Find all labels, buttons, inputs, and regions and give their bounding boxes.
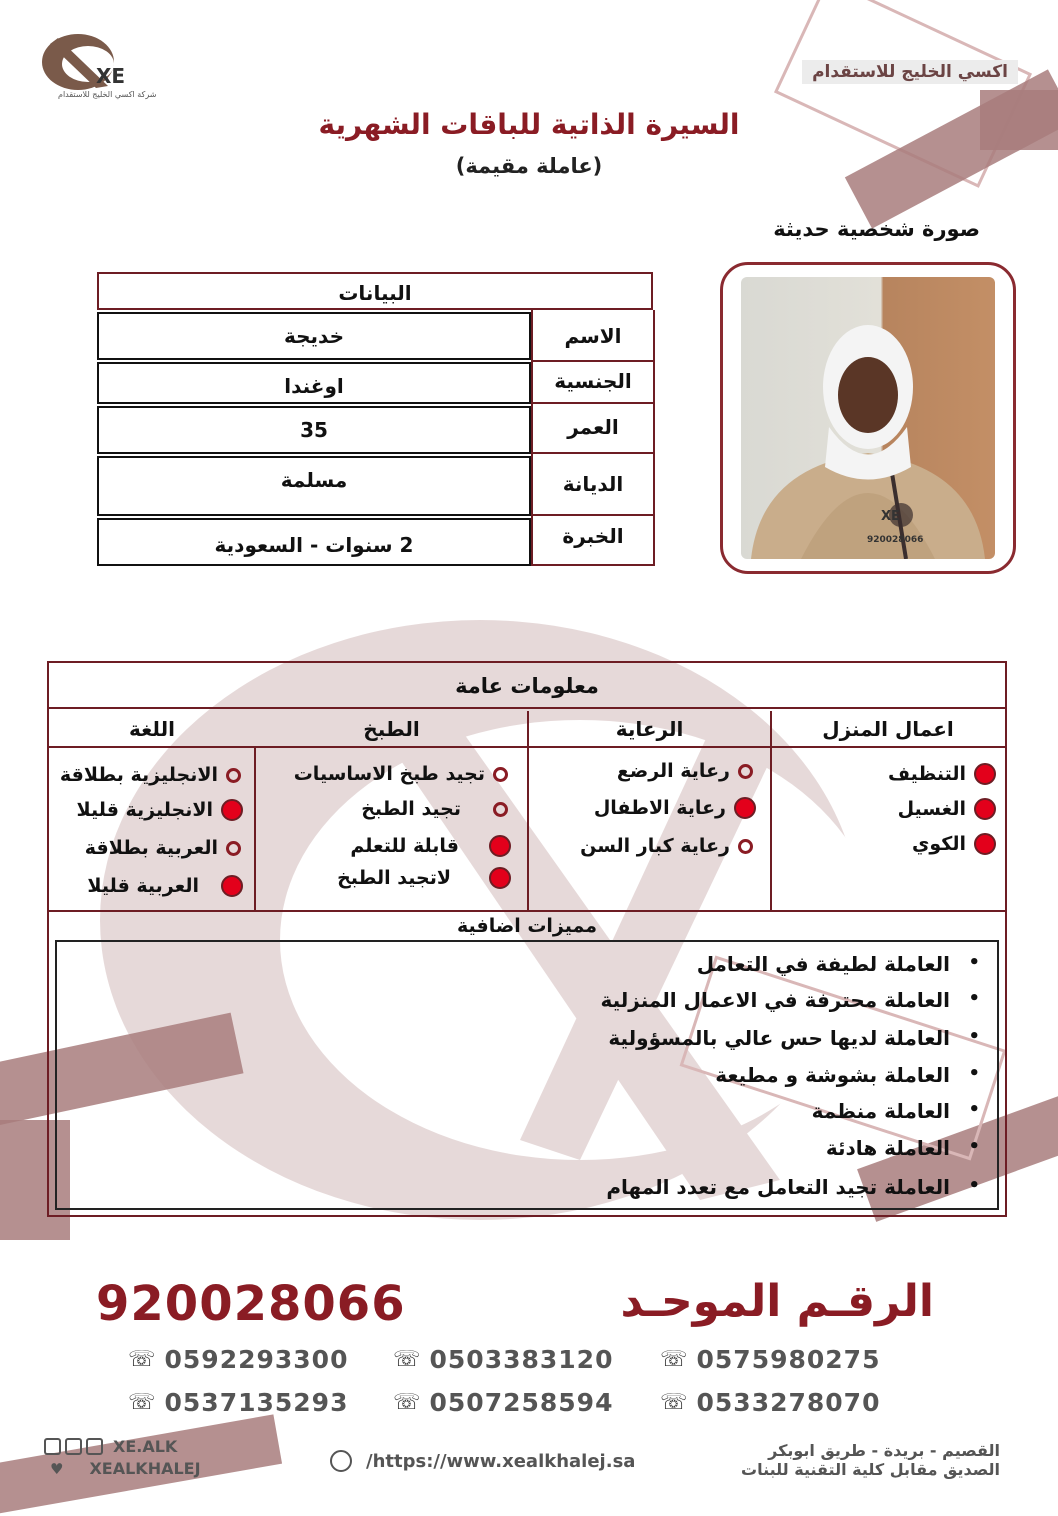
photo-label: صورة شخصية حديثة bbox=[773, 217, 980, 241]
row-label-name: الاسم bbox=[531, 310, 655, 362]
checked-dot-icon bbox=[974, 798, 996, 820]
divider bbox=[254, 748, 256, 910]
checked-dot-icon bbox=[974, 833, 996, 855]
phone-icon: ☏ bbox=[660, 1390, 689, 1415]
row-label-experience: الخبرة bbox=[531, 516, 655, 566]
tiktok-icon bbox=[86, 1438, 103, 1455]
cooking-item: تجيد طبخ الاساسيات bbox=[294, 763, 508, 785]
cooking-item: لاتجيد الطبخ bbox=[337, 867, 511, 889]
instagram-icon bbox=[44, 1438, 61, 1455]
phone-number[interactable]: ☏ 0575980275 bbox=[660, 1345, 881, 1374]
row-value-nationality: اوغندا bbox=[97, 362, 531, 404]
checked-dot-icon bbox=[221, 799, 243, 821]
checked-dot-icon bbox=[221, 875, 243, 897]
unchecked-ring-icon bbox=[493, 767, 508, 782]
checked-dot-icon bbox=[489, 835, 511, 857]
uniform-logo: XE bbox=[881, 509, 900, 524]
unchecked-ring-icon bbox=[738, 764, 753, 779]
care-item: رعاية الاطفال bbox=[594, 797, 756, 819]
data-table-heading: البيانات bbox=[97, 272, 653, 310]
unchecked-ring-icon bbox=[226, 768, 241, 783]
logo-text: XE bbox=[96, 64, 126, 88]
row-value-age: 35 bbox=[97, 406, 531, 454]
col-head-care: الرعاية bbox=[528, 711, 771, 748]
social-handle[interactable]: XE.ALK bbox=[113, 1437, 178, 1456]
logo-caption: شركة اكسي الخليج للاستقدام bbox=[58, 90, 157, 99]
cooking-item: قابلة للتعلم bbox=[350, 835, 511, 857]
divider bbox=[770, 711, 772, 910]
twitter-icon: ♥ bbox=[50, 1459, 64, 1478]
housework-item: الكوي bbox=[912, 833, 996, 855]
photo-frame bbox=[720, 262, 1016, 574]
company-logo bbox=[38, 28, 168, 106]
company-name: اكسي الخليج للاستقدام bbox=[802, 60, 1018, 84]
social-handle[interactable]: XEALKHALEJ bbox=[89, 1459, 201, 1478]
page-title: السيرة الذاتية للباقات الشهرية bbox=[318, 108, 740, 141]
phone-number[interactable]: ☏ 0507258594 bbox=[393, 1388, 614, 1417]
cooking-item: تجيد الطبخ bbox=[361, 798, 508, 820]
social-row-1 bbox=[44, 1437, 177, 1456]
col-head-housework: اعمال المنزل bbox=[771, 711, 1005, 748]
uniform-number: 920028066 bbox=[867, 535, 924, 545]
extra-feature: • العاملة محترفة في الاعمال المنزلية bbox=[600, 988, 950, 1012]
row-label-religion: الديانة bbox=[531, 454, 655, 516]
address-line-2: الصديق مقابل كلية التقنية للبنات bbox=[741, 1460, 1000, 1479]
extra-feature: • العاملة لديها حس عالي بالمسؤولية bbox=[608, 1026, 950, 1050]
unified-number: 920028066 bbox=[96, 1276, 406, 1332]
col-head-language: اللغة bbox=[49, 711, 255, 748]
phone-number[interactable]: ☏ 0537135293 bbox=[128, 1388, 349, 1417]
snapchat-icon bbox=[65, 1438, 82, 1455]
row-value-religion: مسلمة bbox=[97, 456, 531, 516]
row-label-age: العمر bbox=[531, 404, 655, 454]
worker-photo bbox=[741, 277, 995, 559]
row-label-nationality: الجنسية bbox=[531, 362, 655, 404]
unchecked-ring-icon bbox=[226, 841, 241, 856]
language-item: الانجليزية قليلا bbox=[77, 799, 243, 821]
extra-feature: • العاملة بشوشة و مطيعة bbox=[715, 1063, 950, 1087]
website-row bbox=[330, 1450, 635, 1472]
housework-item: التنظيف bbox=[888, 763, 996, 785]
care-item: رعاية الرضع bbox=[617, 760, 753, 782]
checked-dot-icon bbox=[489, 867, 511, 889]
address-line-1: القصيم - بريدة - طريق ابوبكر bbox=[768, 1441, 1000, 1460]
globe-icon bbox=[330, 1450, 352, 1472]
unchecked-ring-icon bbox=[493, 802, 508, 817]
language-item: العربية قليلا bbox=[87, 875, 243, 897]
social-row-2 bbox=[50, 1459, 201, 1478]
phone-icon: ☏ bbox=[660, 1347, 689, 1372]
general-info-heading: معلومات عامة bbox=[47, 663, 1007, 709]
page-subtitle: (عاملة مقيمة) bbox=[455, 154, 603, 178]
care-item: رعاية كبار السن bbox=[580, 835, 753, 857]
row-value-experience: 2 سنوات - السعودية bbox=[97, 518, 531, 566]
checked-dot-icon bbox=[734, 797, 756, 819]
unified-number-label: الرقـم الموحـد bbox=[620, 1276, 934, 1327]
extra-feature: • العاملة تجيد التعامل مع تعدد المهام bbox=[606, 1175, 950, 1199]
language-item: العربية بطلاقة bbox=[85, 837, 241, 859]
phone-icon: ☏ bbox=[128, 1390, 157, 1415]
extra-feature: • العاملة لطيفة في التعامل bbox=[697, 952, 950, 976]
housework-item: الغسيل bbox=[898, 798, 996, 820]
extra-feature: • العاملة هادئة bbox=[826, 1136, 950, 1160]
language-item: الانجليزية بطلاقة bbox=[60, 764, 241, 786]
phone-icon: ☏ bbox=[393, 1347, 422, 1372]
unchecked-ring-icon bbox=[738, 839, 753, 854]
phone-number[interactable]: ☏ 0503383120 bbox=[393, 1345, 614, 1374]
extras-heading: مميزات اضافية bbox=[47, 910, 1007, 938]
website-link[interactable]: /https://www.xealkhalej.sa bbox=[366, 1450, 636, 1472]
divider bbox=[527, 711, 529, 910]
phone-icon: ☏ bbox=[128, 1347, 157, 1372]
phone-number[interactable]: ☏ 0533278070 bbox=[660, 1388, 881, 1417]
phone-number[interactable]: ☏ 0592293300 bbox=[128, 1345, 349, 1374]
col-head-cooking: الطبخ bbox=[255, 711, 528, 748]
extra-feature: • العاملة منظمة bbox=[812, 1099, 950, 1123]
checked-dot-icon bbox=[974, 763, 996, 785]
row-value-name: خديجة bbox=[97, 312, 531, 360]
phone-icon: ☏ bbox=[393, 1390, 422, 1415]
